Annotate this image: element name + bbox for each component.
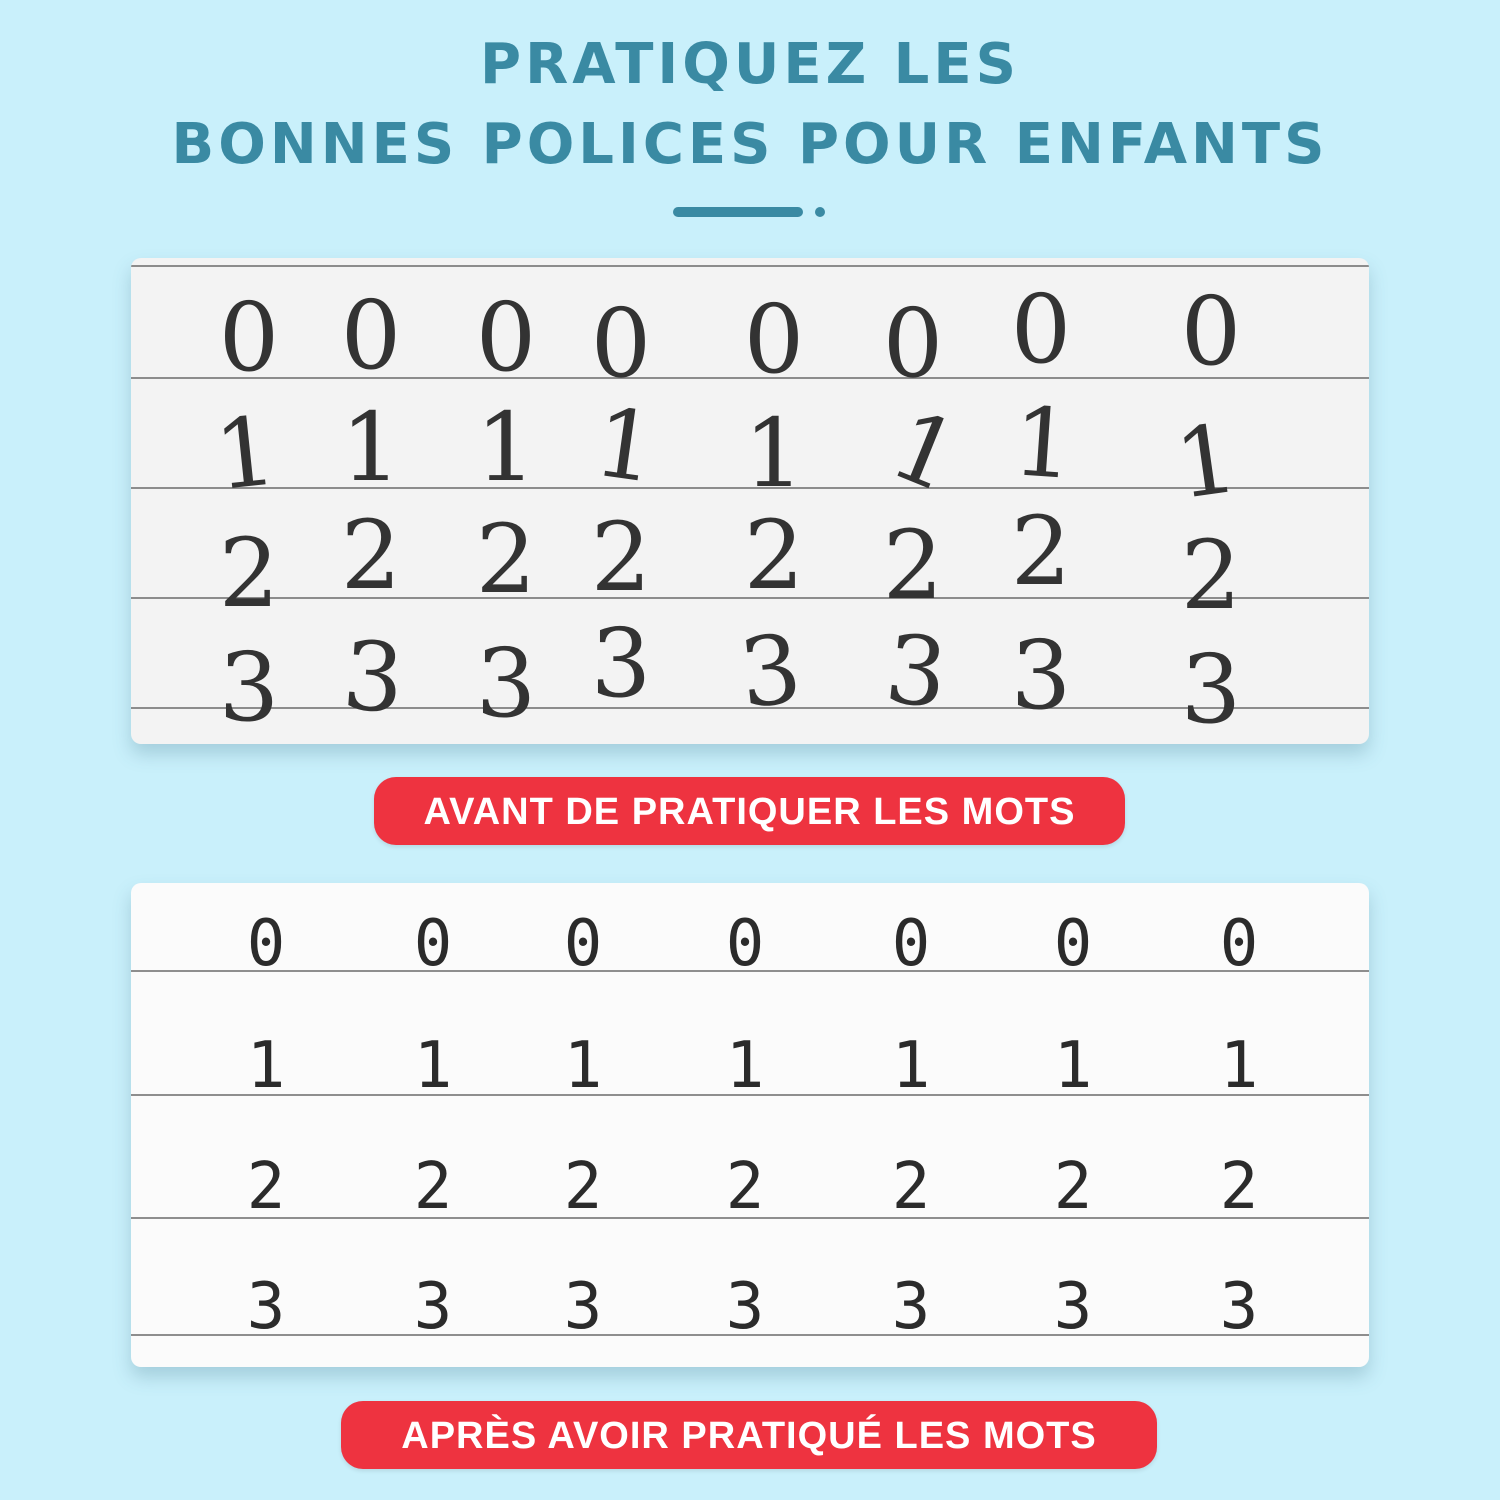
handwritten-digit: 3 [1053,1270,1093,1344]
handwritten-digit: 2 [246,1150,286,1224]
handwritten-digit: 1 [1168,403,1245,521]
handwritten-digit: 0 [475,283,537,393]
handwritten-digit: 0 [563,907,603,981]
after-practice-lined-paper [131,883,1369,1367]
handwritten-digit: 0 [590,289,652,399]
handwritten-digit: 0 [1053,907,1093,981]
handwritten-digit: 1 [1053,1029,1093,1103]
handwritten-digit: 2 [882,511,944,621]
before-practice-label: AVANT DE PRATIQUER LES MOTS [374,777,1125,845]
handwritten-digit: 0 [725,907,765,981]
handwritten-digit: 1 [743,399,805,509]
handwritten-digit: 3 [880,614,953,731]
handwritten-digit: 2 [563,1150,603,1224]
handwritten-digit: 0 [413,907,453,981]
handwritten-digit: 0 [1219,907,1259,981]
title-divider-dot [815,207,825,217]
handwritten-digit: 3 [413,1270,453,1344]
handwritten-digit: 0 [1010,275,1072,385]
handwritten-digit: 3 [590,609,652,719]
handwritten-digit: 1 [413,1029,453,1103]
handwritten-digit: 3 [1180,635,1242,744]
handwritten-digit: 1 [587,387,664,505]
handwritten-digit: 0 [882,289,944,399]
handwritten-digit: 2 [725,1150,765,1224]
handwritten-digit: 1 [725,1029,765,1103]
handwritten-digit: 2 [475,505,537,615]
handwritten-digit: 2 [1180,521,1242,631]
before-practice-lined-paper [131,258,1369,744]
handwritten-digit: 2 [891,1150,931,1224]
handwritten-digit: 0 [1180,277,1242,387]
handwritten-digit: 0 [218,283,280,393]
page-title-line-1: PRATIQUEZ LES [480,32,1020,97]
handwritten-digit: 2 [1219,1150,1259,1224]
after-practice-label: APRÈS AVOIR PRATIQUÉ LES MOTS [341,1401,1157,1469]
handwritten-digit: 2 [1053,1150,1093,1224]
handwritten-digit: 1 [891,1029,931,1103]
handwritten-digit: 2 [590,503,652,613]
handwritten-digit: 3 [246,1270,286,1344]
handwritten-digit: 2 [743,501,805,611]
handwritten-digit: 1 [563,1029,603,1103]
handwritten-digit: 1 [475,393,537,503]
handwritten-digit: 2 [218,519,280,629]
handwritten-digit: 3 [563,1270,603,1344]
handwritten-digit: 3 [725,1270,765,1344]
handwritten-digit: 0 [743,285,805,395]
handwritten-digit: 1 [209,396,282,513]
handwritten-digit: 0 [246,907,286,981]
handwritten-digit: 2 [340,501,402,611]
handwritten-digit: 2 [413,1150,453,1224]
handwritten-digit: 3 [339,621,408,736]
handwritten-digit: 1 [1009,387,1078,502]
handwritten-digit: 3 [475,629,537,739]
handwritten-digit: 1 [876,390,974,515]
handwritten-digit: 2 [1010,497,1072,607]
handwritten-digit: 3 [734,614,807,731]
handwritten-digit: 1 [246,1029,286,1103]
handwritten-digit: 3 [218,633,280,743]
handwritten-digit: 1 [1219,1029,1259,1103]
page-title-line-2: BONNES POLICES POUR ENFANTS [171,112,1329,177]
handwritten-digit: 1 [340,393,402,503]
title-divider-bar [673,207,803,217]
handwritten-digit: 0 [340,281,402,391]
handwritten-digit: 3 [1219,1270,1259,1344]
before-practice-handwriting-sample [131,258,1369,744]
after-practice-handwriting-sample [131,883,1369,1367]
handwritten-digit: 3 [1010,621,1072,731]
handwritten-digit: 0 [891,907,931,981]
handwritten-digit: 3 [891,1270,931,1344]
